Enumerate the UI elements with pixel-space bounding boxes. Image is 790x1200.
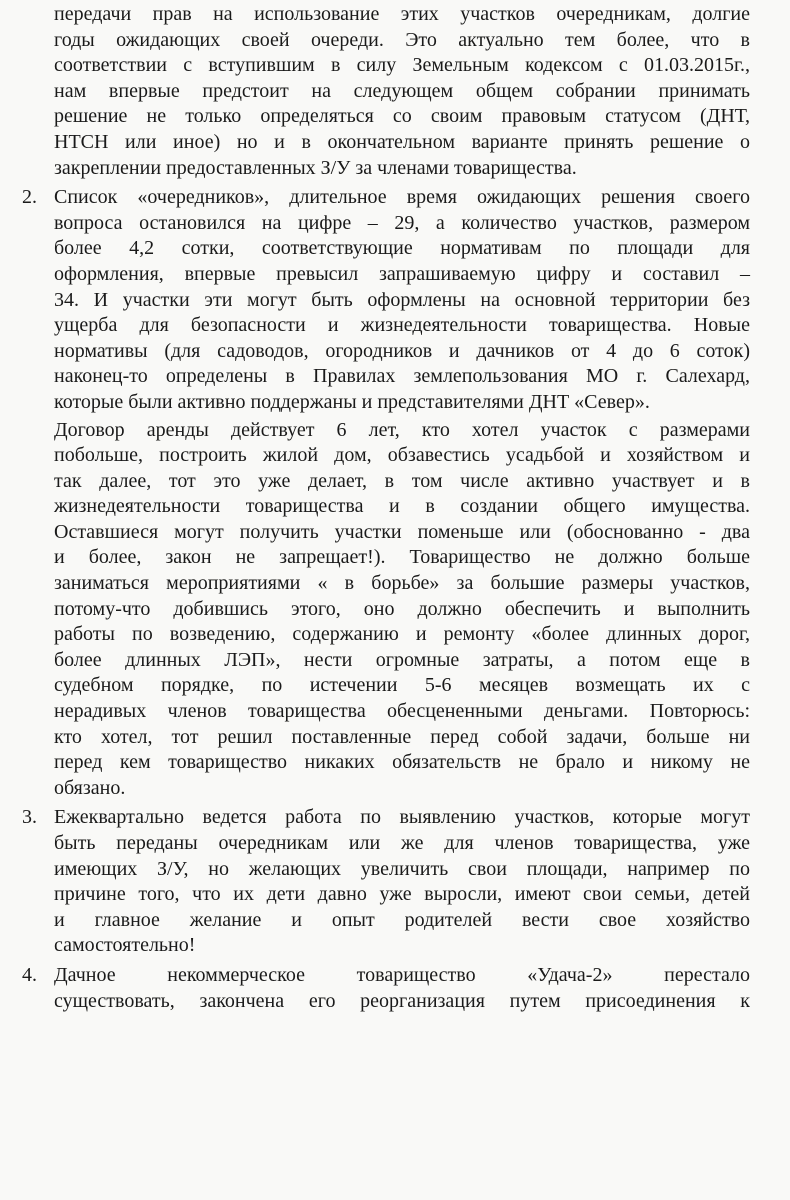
text-line: более длинных ЛЭП», нести огромные затраты, а потом еще в <box>54 648 750 671</box>
list-item-2 <box>22 185 750 801</box>
text-line: решение не только определяться со своим правовым статусом (ДНТ, <box>54 105 750 128</box>
text-line: кто хотел, тот решил поставленные перед собой задачи, больше ни <box>54 725 750 748</box>
text-line: работы по возведению, содержанию и ремонту «более длинных дорог, <box>54 623 750 646</box>
list-item-4 <box>22 963 750 1014</box>
text-line: и более, закон не запрещает!). Товарищество не должно больше <box>54 546 750 569</box>
text-line: передачи прав на использование этих участков очередникам, долгие <box>54 3 750 25</box>
list-item-paragraph <box>54 805 750 959</box>
text-line: перед кем товарищество никаких обязательств не брало и никому не <box>54 751 750 774</box>
text-line: жизнедеятельности товарищества и в создании общего имущества. <box>54 495 750 518</box>
text-line: потому-что добившись этого, оно должно обеспечить и выполнить <box>54 597 750 620</box>
text-line: Список «очередников», длительное время ожидающих решения своего <box>54 186 750 209</box>
text-line: быть переданы очередникам или же для членов товарищества, уже <box>54 832 750 854</box>
list-item-paragraph <box>54 185 750 415</box>
text-line: НТСН или иное) но и в окончательном варианте принять решение о <box>54 130 750 153</box>
list-item-paragraph <box>54 418 750 802</box>
text-line: нерадивых членов товарищества обесцененными деньгами. Повторюсь: <box>54 700 750 723</box>
text-line: Дачное некоммерческое товарищество «Удача-2» перестало <box>54 963 750 986</box>
text-line: годы ожидающих своей очереди. Это актуально тем более, что в <box>54 28 750 51</box>
text-line: и главное желание и опыт родителей вести свое хозяйство <box>54 908 750 931</box>
text-line: обязано. <box>54 776 126 799</box>
text-line: имеющих З/У, но желающих увеличить свои площади, например по <box>54 857 750 880</box>
text-line: причине того, что их дети давно уже выросли, имеют свои семьи, детей <box>54 883 750 906</box>
text-line: нормативы (для садоводов, огородников и дачников от 4 до 6 соток) <box>54 339 750 362</box>
text-line: Оставшиеся могут получить участки поменьше или (обоснованно - два <box>54 520 750 543</box>
text-line: вопроса остановился на цифре – 29, а количество участков, размером <box>54 211 750 234</box>
text-line: соответствии с вступившим в силу Земельным кодексом с 01.03.2015г., <box>54 54 750 77</box>
text-line: Договор аренды действует 6 лет, кто хотел участок с размерами <box>54 418 750 441</box>
text-line: побольше, построить жилой дом, обзавестись усадьбой и хозяйством и <box>54 444 750 467</box>
intro-paragraph <box>54 2 750 181</box>
text-line: оформления, впервые превысил запрашиваемую цифру и составил – <box>54 262 750 285</box>
text-line: существовать, закончена его реорганизация путем присоединения к <box>54 989 750 1012</box>
text-line: нам впервые предстоит на следующем общем собрании принимать <box>54 79 750 102</box>
text-line: Ежеквартально ведется работа по выявлению участков, которые могут <box>54 806 750 829</box>
list-number: 4. <box>22 963 37 986</box>
text-line: 34. И участки эти могут быть оформлены на основной территории без <box>54 288 750 311</box>
text-line: так далее, тот это уже делает, в том числе активно участвует и в <box>54 469 750 492</box>
text-line: заниматься мероприятиями « в борьбе» за большие размеры участков, <box>54 572 750 595</box>
list-number: 2. <box>22 186 37 209</box>
text-line: судебном порядке, по истечении 5-6 месяцев возмещать их с <box>54 674 750 697</box>
text-line: закреплении предоставленных З/У за членами товарищества. <box>54 156 577 179</box>
text-line: самостоятельно! <box>54 934 196 957</box>
text-line: более 4,2 сотки, соответствующие нормативам по площади для <box>54 237 750 260</box>
text-line: которые были активно поддержаны и представителями ДНТ «Север». <box>54 390 650 413</box>
text-line: ущерба для безопасности и жизнедеятельности товарищества. Новые <box>54 314 750 337</box>
list-item-paragraph <box>54 963 750 1014</box>
list-number: 3. <box>22 806 37 829</box>
list-item-3 <box>22 805 750 959</box>
text-line: наконец-то определены в Правилах землепользования МО г. Салехард, <box>54 365 750 388</box>
